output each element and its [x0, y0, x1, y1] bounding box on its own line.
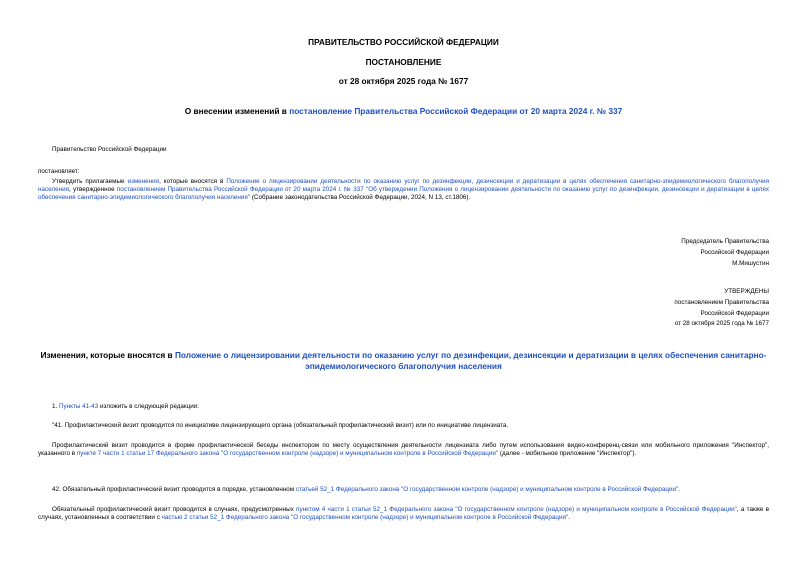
p42-text-1: 42. Обязательный профилактический визит проводится в порядке, установленном [52, 486, 296, 493]
document-title [0, 106, 807, 116]
mand-link-2[interactable]: частью 2 статьи 52_1 Федерального закона "О государственном контроле (надзоре) и муниципальном контроле в Российской Федерации" [161, 514, 569, 522]
p42-link[interactable]: статьей 52_1 Федерального закона "О государственном контроле (надзоре) и муниципальном контроле в Российской Федерации" [295, 486, 679, 493]
header-date-number: от 28 октября 2025 года № 1677 [338, 76, 469, 86]
visit-link[interactable]: пункте 7 части 1 статьи 17 Федерального закона "О государственном контроле (надзоре) и муниципальном контроле в Российской Федерации" [76, 450, 499, 458]
title-link[interactable]: постановление Правительства Российской Федерации от 20 марта 2024 г. № 337 [289, 106, 623, 116]
approved-line-1: УТВЕРЖДЕНЫ [724, 288, 769, 295]
paragraph-41: "41. Профилактический визит проводится по инициативе лицензирующего органа (обязательный профилактический визит) или по инициативе лицензиата. [52, 422, 509, 429]
item-1-rest: изложить в следующей редакции: [98, 403, 200, 410]
approve-link-changes[interactable]: изменения [127, 178, 160, 185]
changes-title-link[interactable]: Положение о лицензировании деятельности по оказанию услуг по дезинфекции, дезинсекции и дератизации в целях обеспечения санитарно-эпидемиологического благополучия населения [174, 350, 767, 371]
paragraph-visit [38, 442, 769, 458]
approved-line-3: Российской Федерации [700, 309, 769, 317]
item-1-link[interactable]: Пункты 41-43 [59, 403, 99, 410]
approve-text-3: , утвержденное [69, 186, 117, 194]
approve-text-4: (Собрание законодательства Российской Федерации, 2024, N 13, ст.1806). [250, 194, 471, 202]
mand-text-2: , а также в случаях, установленных в соответствии с [38, 506, 769, 522]
paragraph-mandatory [38, 506, 769, 522]
signature-line-3: М.Мишустин [732, 259, 769, 267]
visit-text-2: (далее - мобильное приложение "Инспектор"). [498, 450, 637, 458]
paragraph-42 [52, 486, 769, 494]
approve-paragraph [38, 178, 769, 203]
title-prefix: О внесении изменений в [184, 106, 290, 116]
mand-link-1[interactable]: пунктом 4 части 1 статьи 52_1 Федерального закона "О государственном контроле (надзоре) и муниципальном контроле в Российской Федерации" [296, 506, 737, 513]
signature-line-2: Российской Федерации [700, 248, 769, 256]
item-1 [52, 403, 199, 411]
gov-name: Правительство Российской Федерации [52, 146, 167, 153]
approved-block [674, 287, 769, 330]
signature-line-1: Председатель Правительства [681, 238, 769, 245]
approve-link-regulation[interactable]: Положение о лицензировании деятельности по оказанию услуг по дезинфекции, дезинсекции и дератизации в целях обеспечения санитарно-эпидемиологического благополучия населения [38, 178, 769, 194]
header-org: ПРАВИТЕЛЬСТВО РОССИЙСКОЙ ФЕДЕРАЦИИ [308, 37, 499, 47]
signature-block [681, 237, 769, 269]
mand-text-3: . [568, 514, 570, 522]
decides-text: постановляет: [38, 168, 80, 175]
approve-text-1: Утвердить прилагаемые [52, 178, 128, 185]
item-1-num: 1. [52, 403, 60, 410]
approve-link-resolution[interactable]: постановлением Правительства Российской Федерации от 20 марта 2024 г. № 337 "Об утверждении Положения о лицензировании деятельности по оказанию услуг по дезинфекции, дезинсекции и дератизации в целях обеспечения санитарно-эпидемиологического благополучия населения" [38, 186, 769, 202]
changes-title-prefix: Изменения, которые вносятся в [40, 350, 175, 360]
header-doc-type: ПОСТАНОВЛЕНИЕ [365, 57, 442, 67]
visit-text-1: Профилактический визит проводится в форме профилактической беседы инспектором по месту осуществления деятельности лицензиата либо путем использования видео-конференц-связи или мобильного приложения "Инспектор", указанного в [38, 442, 769, 458]
approved-line-2: постановлением Правительства [674, 298, 769, 306]
approved-line-4: от 28 октября 2025 года № 1677 [674, 320, 769, 328]
changes-title [40, 350, 767, 372]
mand-text-1: Обязательный профилактический визит проводится в случаях, предусмотренных [52, 506, 297, 513]
p42-text-2: . [678, 486, 680, 493]
approve-text-2: , которые вносятся в [159, 178, 227, 185]
